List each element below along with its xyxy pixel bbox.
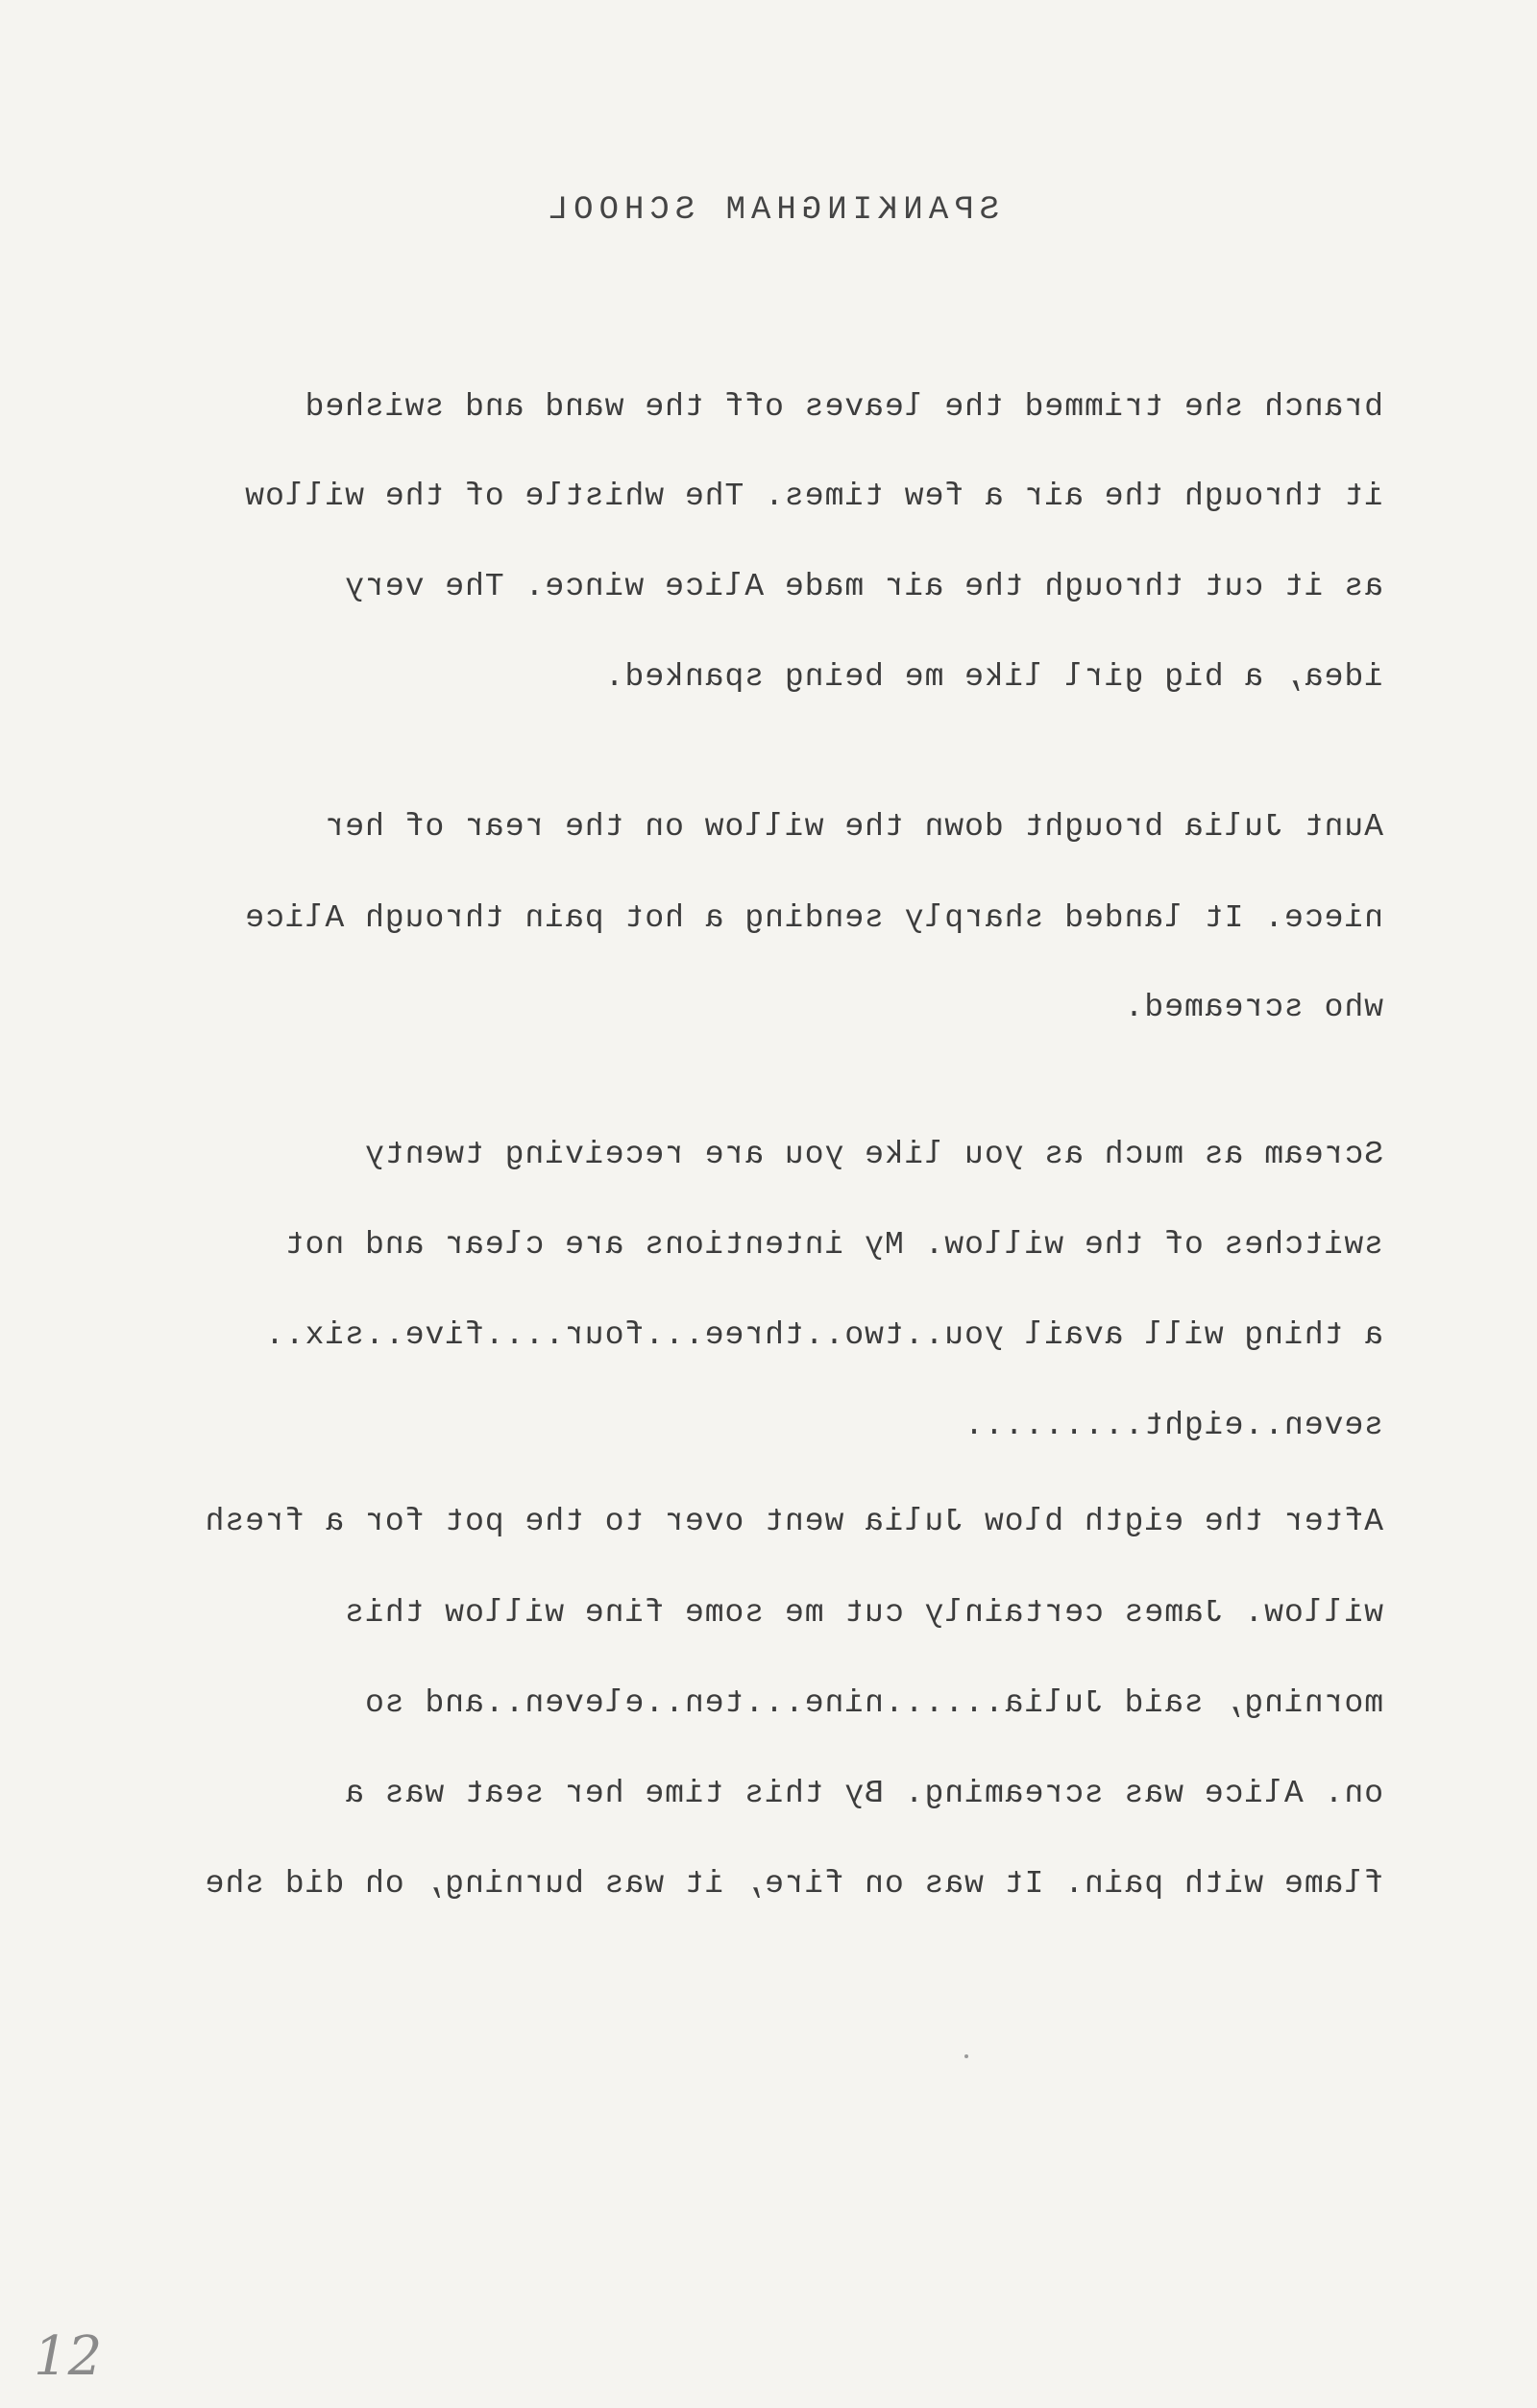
text-line: flame with pain. It was on fire, it was burning, oh did she [204,1866,1383,1902]
text-line: After the eigth blow Julia went over to the pot for a fresh [204,1504,1383,1539]
text-line: switches of the willow. My intentions are clear and not [283,1227,1383,1263]
text-line: a thing will avail you..two..three...four....five..six.. [264,1317,1383,1353]
text-line: it through the air a few times. The whistle of the willow [244,479,1383,514]
handwritten-page-number: 12 [34,2325,103,2388]
text-line: idea, a big girl like me being spanked. [603,659,1383,695]
text-line: Aunt Julia brought down the willow on the rear of her [324,809,1383,845]
paper-speck [964,2054,968,2058]
text-line: as it cut through the air made Alice wince. The very [344,569,1383,604]
text-line: who screamed. [1123,990,1383,1025]
text-line: niece. It landed sharply sending a hot pain through Alice [244,900,1383,936]
text-line: branch she trimmed the leaves off the wand and swished [304,389,1383,425]
text-line: morning, said Julia......nine...ten..eleven..and so [364,1685,1383,1721]
text-line: seven..eight......... [964,1408,1383,1443]
page-title: SPANKINGHAM SCHOOL [542,192,999,229]
text-line: Scream as much as you like you are receiving twenty [364,1137,1383,1172]
text-line: willow. James certainly cut me some fine willow this [344,1595,1383,1631]
text-line: on. Alice was screaming. By this time her seat was a [344,1776,1383,1811]
